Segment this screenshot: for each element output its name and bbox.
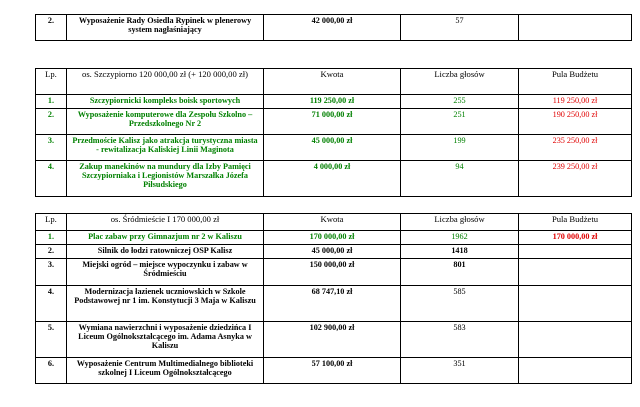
project-amount: 45 000,00 zł <box>264 245 401 259</box>
table-row <box>36 95 632 109</box>
row-lp: 4. <box>36 286 67 322</box>
vote-count: 199 <box>401 135 519 161</box>
row-lp: 2. <box>36 245 67 259</box>
vote-count: 1962 <box>401 231 519 245</box>
header-lp: Lp. <box>36 214 67 231</box>
project-amount: 57 100,00 zł <box>264 358 401 384</box>
project-amount: 71 000,00 zł <box>264 109 401 135</box>
vote-count: 57 <box>401 15 519 41</box>
budget-pool <box>519 322 632 358</box>
row-lp: 2. <box>36 109 67 135</box>
budget-pool <box>519 15 632 41</box>
table-row <box>36 15 632 41</box>
project-amount: 45 000,00 zł <box>264 135 401 161</box>
table-row <box>36 109 632 135</box>
budget-pool <box>519 245 632 259</box>
project-amount: 42 000,00 zł <box>264 15 401 41</box>
row-lp: 6. <box>36 358 67 384</box>
budget-pool: 239 250,00 zł <box>519 161 632 197</box>
row-lp: 2. <box>36 15 67 41</box>
project-name: Miejski ogród – miejsce wypoczynku i zabaw w Śródmieściu <box>67 259 264 286</box>
row-lp: 3. <box>36 135 67 161</box>
header-pula-budzetu: Pula Budżetu <box>519 69 632 95</box>
table-header-row <box>36 214 632 231</box>
row-lp: 5. <box>36 322 67 358</box>
vote-count: 585 <box>401 286 519 322</box>
row-lp: 4. <box>36 161 67 197</box>
vote-count: 255 <box>401 95 519 109</box>
budget-pool: 190 250,00 zł <box>519 109 632 135</box>
project-name: Wyposażenie Rady Osiedla Rypinek w plenerowy system nagłaśniający <box>67 15 264 41</box>
project-name: Wyposażenie komputerowe dla Zespołu Szkolno – Przedszkolnego Nr 2 <box>67 109 264 135</box>
project-name: Zakup manekinów na mundury dla Izby Pamięci Szczypiorniaka i Legionistów Marszałka Józefa Piłsudskiego <box>67 161 264 197</box>
row-lp: 3. <box>36 259 67 286</box>
vote-count: 94 <box>401 161 519 197</box>
budget-pool <box>519 286 632 322</box>
project-amount: 150 000,00 zł <box>264 259 401 286</box>
project-amount: 102 900,00 zł <box>264 322 401 358</box>
header-liczba-glosow: Liczba głosów <box>401 69 519 95</box>
project-name: Przedmoście Kalisz jako atrakcja turystyczna miasta - rewitalizacja Kaliskiej Linii Maginota <box>67 135 264 161</box>
project-name: Silnik do łodzi ratowniczej OSP Kalisz <box>67 245 264 259</box>
project-amount: 170 000,00 zł <box>264 231 401 245</box>
project-name: Wyposażenie Centrum Multimedialnego biblioteki szkolnej I Liceum Ogólnokształcącego <box>67 358 264 384</box>
budget-pool <box>519 259 632 286</box>
results-table-srodmiescie <box>35 213 632 384</box>
table-row <box>36 286 632 322</box>
project-name: Szczypiornicki kompleks boisk sportowych <box>67 95 264 109</box>
budget-pool: 235 250,00 zł <box>519 135 632 161</box>
table-row <box>36 231 632 245</box>
budget-pool <box>519 358 632 384</box>
header-lp: Lp. <box>36 69 67 95</box>
table-row <box>36 161 632 197</box>
results-table-continued <box>35 14 632 41</box>
vote-count: 1418 <box>401 245 519 259</box>
project-name: Plac zabaw przy Gimnazjum nr 2 w Kaliszu <box>67 231 264 245</box>
header-district: os. Śródmieście I 170 000,00 zł <box>67 214 264 231</box>
project-name: Wymiana nawierzchni i wyposażenie dziedzińca I Liceum Ogólnokształcącego im. Adama Asnyka w Kaliszu <box>67 322 264 358</box>
vote-count: 583 <box>401 322 519 358</box>
header-liczba-glosow: Liczba głosów <box>401 214 519 231</box>
vote-count: 801 <box>401 259 519 286</box>
row-lp: 1. <box>36 95 67 109</box>
project-amount: 4 000,00 zł <box>264 161 401 197</box>
row-lp: 1. <box>36 231 67 245</box>
table-row <box>36 135 632 161</box>
vote-count: 351 <box>401 358 519 384</box>
table-row <box>36 358 632 384</box>
project-amount: 119 250,00 zł <box>264 95 401 109</box>
budget-pool: 170 000,00 zł <box>519 231 632 245</box>
header-district: os. Szczypiorno 120 000,00 zł (+ 120 000,00 zł) <box>67 69 264 95</box>
table-row <box>36 245 632 259</box>
project-name: Modernizacja łazienek uczniowskich w Szkole Podstawowej nr 1 im. Konstytucji 3 Maja w Kaliszu <box>67 286 264 322</box>
budget-pool: 119 250,00 zł <box>519 95 632 109</box>
table-row <box>36 322 632 358</box>
header-kwota: Kwota <box>264 69 401 95</box>
table-row <box>36 259 632 286</box>
header-pula-budzetu: Pula Budżetu <box>519 214 632 231</box>
results-table-szczypiorno <box>35 68 632 197</box>
vote-count: 251 <box>401 109 519 135</box>
header-kwota: Kwota <box>264 214 401 231</box>
project-amount: 68 747,10 zł <box>264 286 401 322</box>
table-header-row <box>36 69 632 95</box>
